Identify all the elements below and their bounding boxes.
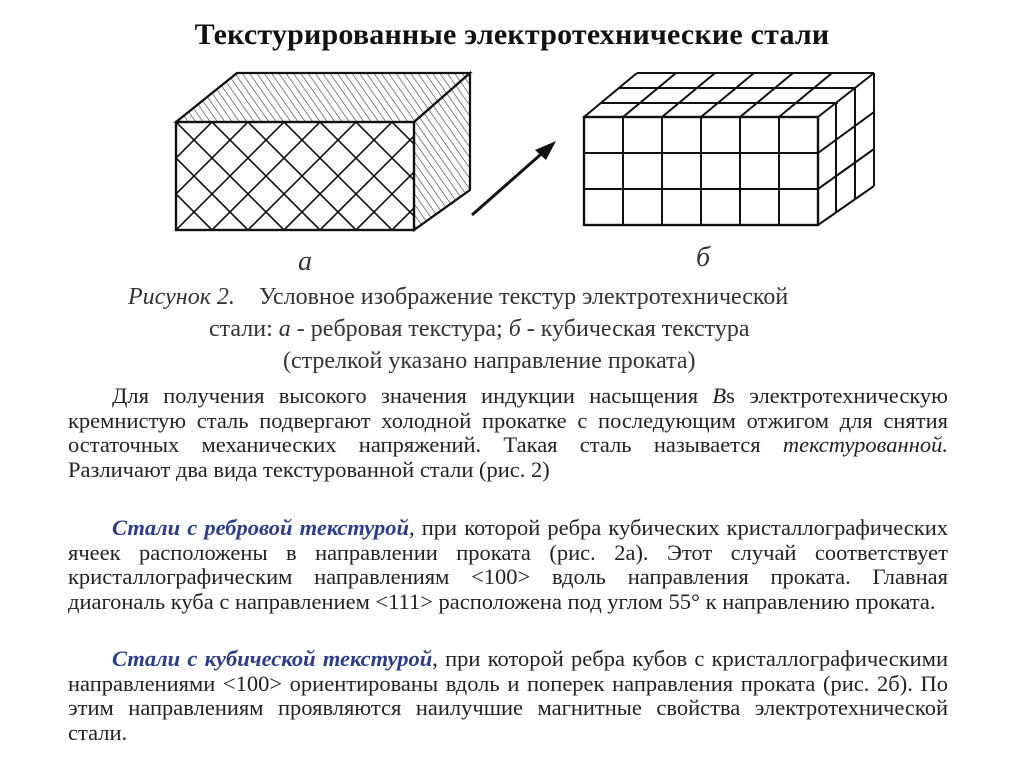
figure-caption-line1 [128, 282, 948, 312]
caption-number: Рисунок 2. [128, 284, 235, 310]
paragraph-1 [68, 384, 948, 482]
figure-label-a: а [298, 246, 312, 277]
paragraph-3 [68, 647, 948, 745]
p1-symbol: B [712, 383, 727, 408]
page-title: Текстурированные электротехнические стали [194, 18, 830, 51]
caption-b: б [508, 316, 521, 342]
figure-caption-line2 [209, 314, 1024, 344]
caption-text-1: Условное изображение текстур электротехнической [258, 284, 789, 310]
rolling-direction-arrow [472, 141, 556, 215]
caption-text-2c: - кубическая текстура [520, 316, 750, 342]
p1-emphasis: текстурованной. [782, 432, 948, 457]
p2-highlight: Стали с ребровой текстурой [112, 515, 410, 540]
p2-text: , при которой ребра кубических кристаллографических ячеек расположены в направлении проката (рис. 2а). Этот случай соответствует кристаллографическим направлениям <100> вдоль направления проката. Главная диагональ куба с направлением <111> расположена под углом 55° к направлению проката. [68, 515, 948, 614]
paragraph-2 [68, 516, 948, 614]
cube-b-cubic-texture [584, 73, 874, 225]
caption-text-2a: стали: [209, 316, 279, 342]
figure-label-b: б [696, 242, 711, 273]
p1-text-c: Различают два вида текстурованной стали (рис. 2) [68, 456, 550, 482]
figure-caption-line3: (стрелкой указано направление проката) [283, 348, 696, 374]
p1-text-a: Для получения высокого значения индукции насыщения [112, 383, 713, 408]
p1-subscript: s [726, 383, 735, 408]
caption-a: а [278, 316, 291, 342]
cube-a-edge-texture [68, 73, 500, 230]
p3-text: , при которой ребра кубов с кристаллографическими направлениями <100> ориентированы вдоль и поперек направления проката (рис. 2б). По этим направлениям проявляются наилучшие магнитные свойства электротехнической стали. [68, 646, 949, 745]
caption-text-2b: - ребровая текстура; [290, 316, 509, 342]
p1-text-b: электротехническую кремнистую сталь подвергают холодной прокатке с последующим отжигом для снятия остаточных механических напряжений. Такая сталь называется [68, 383, 948, 457]
p3-highlight: Стали с кубической текстурой [112, 646, 433, 671]
